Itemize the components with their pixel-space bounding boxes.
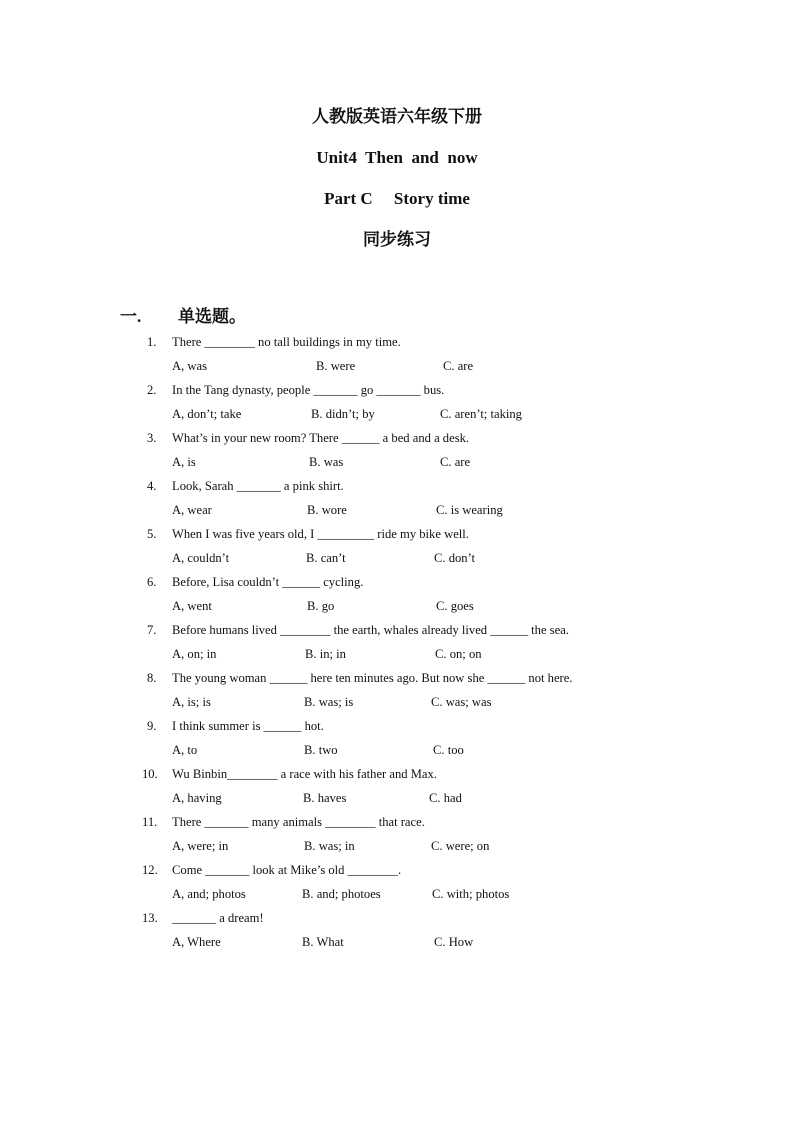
book-title: 人教版英语六年级下册 — [312, 107, 482, 126]
question-text: There _______ many animals ________ that race. — [172, 815, 425, 829]
option-b: B. two — [304, 743, 338, 757]
option-c: C. with; photos — [432, 887, 510, 901]
section-number: 一. — [120, 307, 142, 326]
option-c: C. aren’t; taking — [440, 407, 522, 421]
exercise-subtitle: 同步练习 — [363, 230, 431, 249]
option-a: A, having — [172, 791, 222, 805]
option-b: B. was; is — [304, 695, 354, 709]
option-a: A, went — [172, 599, 212, 613]
option-a: A, don’t; take — [172, 407, 242, 421]
option-b: B. and; photoes — [302, 887, 381, 901]
question-item — [0, 906, 794, 954]
option-a: A, Where — [172, 935, 221, 949]
option-c: C. on; on — [435, 647, 482, 661]
question-item — [0, 570, 794, 618]
question-item — [0, 618, 794, 666]
option-b: B. can’t — [306, 551, 346, 565]
option-a: A, is; is — [172, 695, 211, 709]
option-a: A, were; in — [172, 839, 229, 853]
option-a: A, was — [172, 359, 207, 373]
question-item — [0, 522, 794, 570]
question-text: Before, Lisa couldn’t ______ cycling. — [172, 575, 364, 589]
question-number: 11. — [142, 815, 158, 829]
question-text: Wu Binbin________ a race with his father and Max. — [172, 767, 437, 781]
section-title: 单选题。 — [178, 307, 246, 326]
option-b: B. haves — [303, 791, 347, 805]
page-header — [0, 104, 794, 268]
question-text: I think summer is ______ hot. — [172, 719, 324, 733]
section-heading — [120, 305, 246, 329]
question-number: 9. — [147, 719, 157, 733]
question-number: 2. — [147, 383, 157, 397]
option-a: A, on; in — [172, 647, 217, 661]
option-c: C. is wearing — [436, 503, 503, 517]
question-text: What’s in your new room? There ______ a bed and a desk. — [172, 431, 470, 445]
question-text: There ________ no tall buildings in my time. — [172, 335, 401, 349]
question-text: In the Tang dynasty, people _______ go _______ bus. — [172, 383, 445, 397]
option-a: A, is — [172, 455, 196, 469]
option-c: C. How — [434, 935, 474, 949]
option-c: C. were; on — [431, 839, 490, 853]
question-number: 8. — [147, 671, 157, 685]
question-number: 10. — [142, 767, 158, 781]
option-a: A, and; photos — [172, 887, 246, 901]
question-item — [0, 378, 794, 426]
option-a: A, wear — [172, 503, 212, 517]
question-number: 1. — [147, 335, 157, 349]
question-text: The young woman ______ here ten minutes ago. But now she ______ not here. — [172, 671, 573, 685]
option-c: C. was; was — [431, 695, 492, 709]
question-text: When I was five years old, I _________ ride my bike well. — [172, 527, 469, 541]
question-number: 6. — [147, 575, 157, 589]
question-item — [0, 330, 794, 378]
option-c: C. don’t — [434, 551, 476, 565]
option-b: B. wore — [307, 503, 347, 517]
question-list — [0, 330, 794, 954]
option-b: B. What — [302, 935, 344, 949]
question-number: 12. — [142, 863, 158, 877]
option-a: A, couldn’t — [172, 551, 230, 565]
option-c: C. too — [433, 743, 464, 757]
option-b: B. was; in — [304, 839, 355, 853]
question-text: Come _______ look at Mike’s old ________. — [172, 863, 402, 877]
question-item — [0, 474, 794, 522]
unit-title: Unit4 Then and now — [316, 148, 478, 167]
question-number: 5. — [147, 527, 157, 541]
option-b: B. go — [307, 599, 335, 613]
question-item — [0, 762, 794, 810]
question-item — [0, 666, 794, 714]
question-number: 4. — [147, 479, 157, 493]
question-text: Look, Sarah _______ a pink shirt. — [172, 479, 344, 493]
question-number: 3. — [147, 431, 157, 445]
question-text: Before humans lived ________ the earth, whales already lived ______ the sea. — [172, 623, 569, 637]
question-number: 7. — [147, 623, 157, 637]
question-item — [0, 810, 794, 858]
question-number: 13. — [142, 911, 158, 925]
option-b: B. in; in — [305, 647, 346, 661]
question-item — [0, 714, 794, 762]
option-b: B. didn’t; by — [311, 407, 375, 421]
question-item — [0, 858, 794, 906]
option-b: B. were — [316, 359, 356, 373]
option-c: C. are — [443, 359, 474, 373]
option-a: A, to — [172, 743, 198, 757]
option-c: C. are — [440, 455, 471, 469]
question-text: _______ a dream! — [172, 911, 264, 925]
option-b: B. was — [309, 455, 344, 469]
option-c: C. goes — [436, 599, 474, 613]
part-title: Part C Story time — [324, 189, 470, 208]
option-c: C. had — [429, 791, 462, 805]
question-item — [0, 426, 794, 474]
